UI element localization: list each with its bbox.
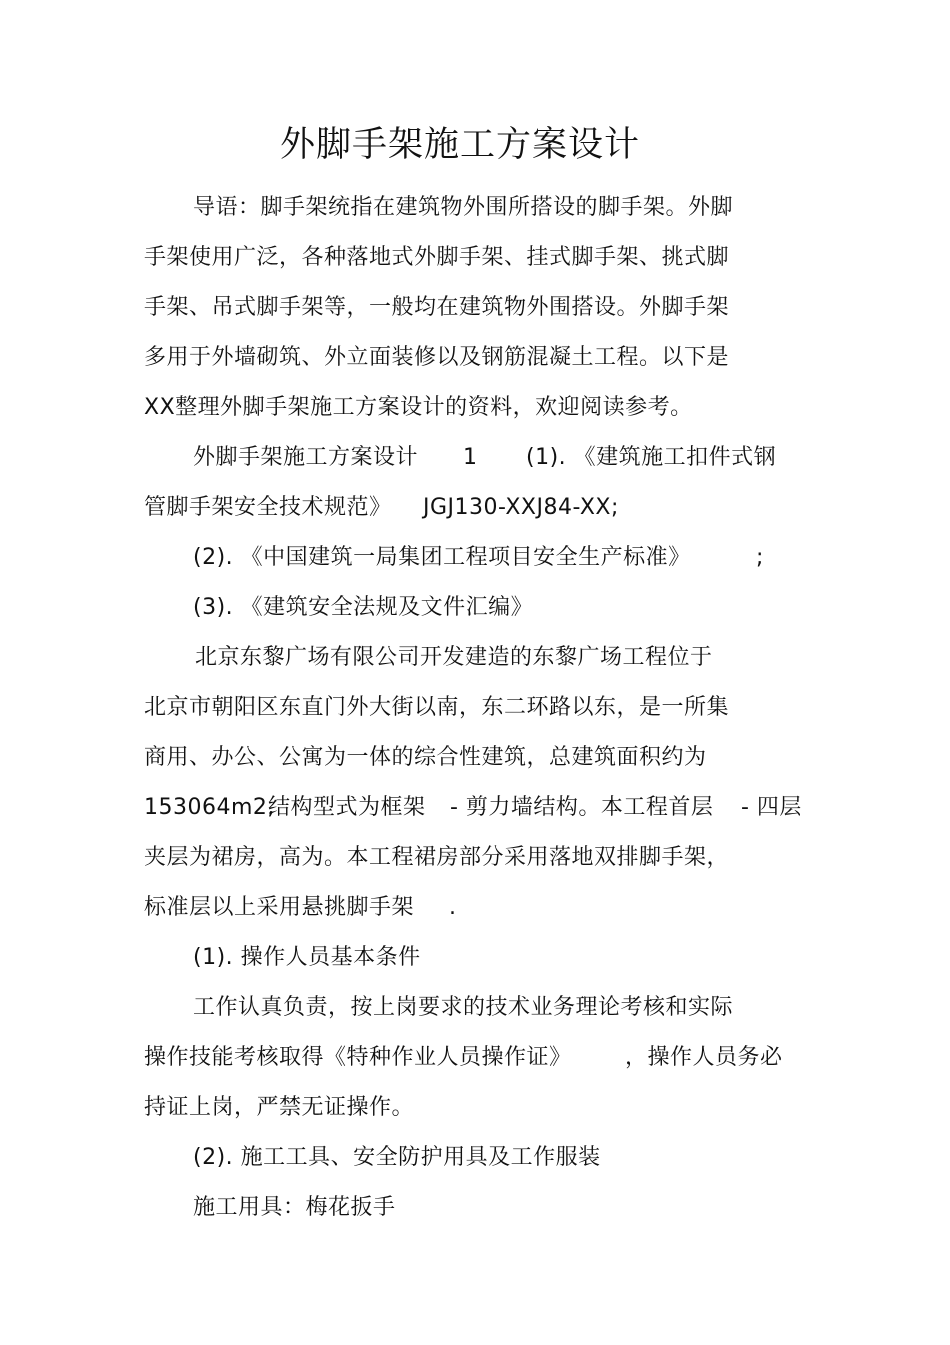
- paragraph-line: (2). 《中国建筑一局集团工程项目安全生产标准》: [193, 545, 691, 570]
- document-title: 外脚手架施工方案设计: [279, 125, 640, 165]
- paragraph-line: (1). 操作人员基本条件: [193, 945, 421, 970]
- paragraph-line: .: [449, 895, 457, 920]
- paragraph-line: 标准层以上采用悬挑脚手架: [144, 895, 415, 920]
- paragraph-line: 结构型式为框架: [268, 795, 426, 820]
- paragraph-line: 夹层为裙房，高为。本工程裙房部分采用落地双排脚手架，: [144, 845, 730, 870]
- paragraph-line: JGJ130-XXJ84-XX;: [423, 495, 619, 520]
- paragraph-line: 外脚手架施工方案设计: [193, 445, 419, 470]
- paragraph-line: 153064m2,: [144, 795, 275, 820]
- paragraph-line: (1). 《建筑施工扣件式钢: [526, 445, 777, 470]
- paragraph-line: 工作认真负责，按上岗要求的技术业务理论考核和实际: [193, 995, 734, 1020]
- paragraph-line: ;: [756, 545, 764, 570]
- paragraph-line: 北京东黎广场有限公司开发建造的东黎广场工程位于: [195, 645, 713, 670]
- paragraph-line: 操作技能考核取得《特种作业人员操作证》: [144, 1045, 572, 1070]
- paragraph-line: 手架使用广泛，各种落地式外脚手架、挂式脚手架、挑式脚: [144, 245, 730, 270]
- paragraph-line: 商用、办公、公寓为一体的综合性建筑，总建筑面积约为: [144, 745, 707, 770]
- paragraph-line: 手架、吊式脚手架等，一般均在建筑物外围搭设。外脚手架: [144, 295, 730, 320]
- paragraph-line: (3). 《建筑安全法规及文件汇编》: [193, 595, 534, 620]
- paragraph-line: 导语：脚手架统指在建筑物外围所搭设的脚手架。外脚: [193, 195, 734, 220]
- paragraph-line: XX整理外脚手架施工方案设计的资料，欢迎阅读参考。: [144, 395, 693, 420]
- paragraph-line: 北京市朝阳区东直门外大街以南，东二环路以东，是一所集: [144, 695, 730, 720]
- paragraph-line: 施工用具：梅花扳手: [193, 1195, 396, 1220]
- paragraph-line: 持证上岗，严禁无证操作。: [144, 1095, 415, 1120]
- paragraph-line: - 四层: [741, 795, 802, 820]
- paragraph-line: 管脚手架安全技术规范》: [144, 495, 392, 520]
- paragraph-line: ，操作人员务必: [625, 1045, 783, 1070]
- paragraph-line: - 剪力墙结构。本工程首层: [450, 795, 714, 820]
- paragraph-line: 多用于外墙砌筑、外立面装修以及钢筋混凝土工程。以下是: [144, 345, 730, 370]
- paragraph-line: (2). 施工工具、安全防护用具及工作服装: [193, 1145, 601, 1170]
- paragraph-line: 1: [463, 445, 478, 470]
